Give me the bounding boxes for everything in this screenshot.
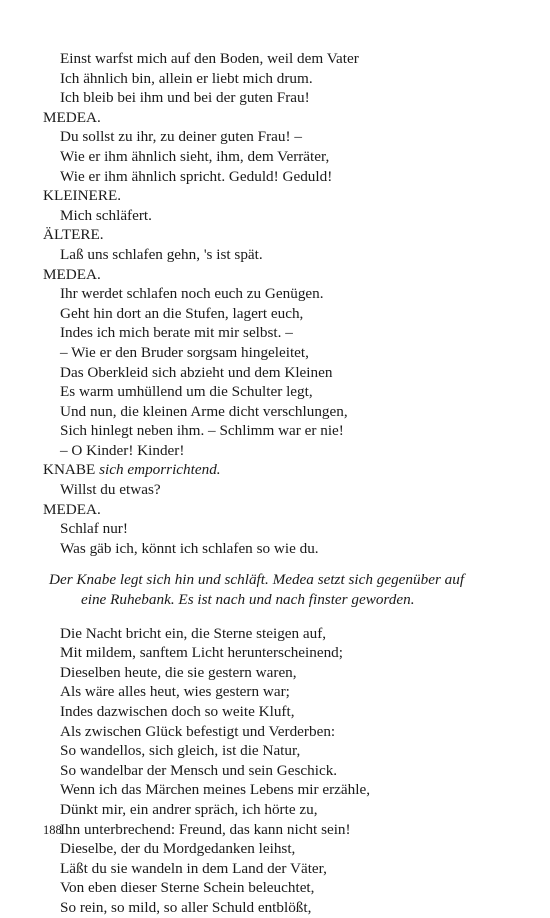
- verse-line: [43, 363, 513, 383]
- speaker-name: [43, 186, 513, 206]
- monologue-block: [43, 624, 513, 918]
- verse-text: – Wie er den Bruder sorgsam hingeleitet,: [60, 343, 309, 361]
- verse-text: Du sollst zu ihr, zu deiner guten Frau! –: [60, 128, 302, 146]
- verse-line: [43, 127, 513, 147]
- verse-text: Ich ähnlich bin, allein er liebt mich drum.: [60, 69, 313, 87]
- verse-text: Schlaf nur!: [60, 520, 128, 538]
- verse-line: Dieselben heute, die sie gestern waren,: [60, 663, 297, 681]
- speaker-label: MEDEA.: [43, 108, 101, 126]
- verse-line: Indes dazwischen doch so weite Kluft,: [60, 703, 295, 720]
- speaker-label: KLEINERE.: [43, 187, 122, 205]
- verse-line: Mit mildem, sanftem Licht herunterscheinend;: [60, 644, 344, 662]
- speaker-name: [43, 265, 513, 285]
- verse-text: Sich hinlegt neben ihm. – Schlimm war er nie!: [60, 422, 344, 440]
- verse-line: [43, 421, 513, 441]
- verse-line: Als wäre alles heut, wies gestern war;: [60, 683, 290, 701]
- verse-line: [43, 402, 513, 422]
- verse-text: – O Kinder! Kinder!: [60, 441, 185, 459]
- verse-line: [43, 539, 513, 559]
- verse-text: Geht hin dort an die Stufen, lagert euch,: [60, 304, 304, 322]
- dialogue-block: [43, 49, 513, 558]
- stage-direction-line: eine Ruhebank. Es ist nach und nach finster geworden.: [81, 591, 415, 609]
- verse-line: So rein, so mild, so aller Schuld entblößt,: [60, 898, 312, 916]
- verse-line: Dieselbe, der du Mordgedanken leihst,: [60, 840, 296, 858]
- verse-line: [43, 49, 513, 69]
- verse-text: Willst du etwas?: [60, 481, 161, 499]
- verse-line: [43, 88, 513, 108]
- page-text: [43, 49, 513, 918]
- verse-line: [43, 441, 513, 461]
- verse-line: Dünkt mir, ein andrer spräch, ich hörte zu,: [60, 800, 318, 818]
- verse-line: Die Nacht bricht ein, die Sterne steigen auf,: [60, 624, 327, 642]
- verse-text: Einst warfst mich auf den Boden, weil dem Vater: [60, 50, 359, 67]
- speaker-direction: sich emporrichtend.: [99, 461, 221, 479]
- page-number: 188: [43, 823, 62, 837]
- verse-line: [43, 69, 513, 89]
- verse-text: Mich schläfert.: [60, 206, 152, 224]
- speaker-label: ÄLTERE.: [43, 226, 104, 244]
- verse-text: Wie er ihm ähnlich spricht. Geduld! Geduld!: [60, 167, 333, 185]
- verse-text: Das Oberkleid sich abzieht und dem Kleinen: [60, 363, 333, 381]
- stage-direction: [43, 570, 513, 609]
- verse-line: So wandellos, sich gleich, ist die Natur,: [60, 742, 301, 760]
- verse-line: Läßt du sie wandeln in dem Land der Väter,: [60, 859, 327, 877]
- verse-line: [43, 343, 513, 363]
- speaker-name: [43, 225, 513, 245]
- speaker-label: KNABE: [43, 461, 96, 479]
- verse-line: [43, 382, 513, 402]
- verse-line: Wenn ich das Märchen meines Lebens mir erzähle,: [60, 781, 370, 799]
- verse-line: [43, 323, 513, 343]
- verse-line: Als zwischen Glück befestigt und Verderben:: [60, 722, 336, 740]
- verse-text: Was gäb ich, könnt ich schlafen so wie du.: [60, 539, 319, 557]
- verse-text: Es warm umhüllend um die Schulter legt,: [60, 383, 313, 401]
- verse-text: Wie er ihm ähnlich sieht, ihm, dem Verräter,: [60, 147, 330, 165]
- speaker-name: [43, 108, 513, 128]
- verse-text: Laß uns schlafen gehn, 's ist spät.: [60, 245, 263, 263]
- verse-line: [43, 245, 513, 265]
- verse-line: [43, 206, 513, 226]
- verse-line: [43, 167, 513, 187]
- verse-line: [43, 480, 513, 500]
- stage-direction-line: Der Knabe legt sich hin und schläft. Medea setzt sich gegenüber auf: [49, 571, 465, 589]
- verse-line: Von eben dieser Sterne Schein beleuchtet,: [60, 879, 315, 897]
- verse-line: [43, 147, 513, 167]
- speaker-label: MEDEA.: [43, 500, 101, 518]
- verse-text: Ihr werdet schlafen noch euch zu Genügen.: [60, 285, 324, 303]
- verse-line: So wandelbar der Mensch und sein Geschick.: [60, 761, 338, 779]
- speaker-name: [43, 460, 513, 480]
- verse-text: Ich bleib bei ihm und bei der guten Frau!: [60, 89, 310, 107]
- verse-line: [43, 519, 513, 539]
- verse-line: [43, 284, 513, 304]
- speaker-name: [43, 500, 513, 520]
- verse-line: [43, 304, 513, 324]
- verse-line: Ihn unterbrechend: Freund, das kann nicht sein!: [60, 820, 351, 838]
- verse-text: Indes ich mich berate mit mir selbst. –: [60, 324, 293, 342]
- verse-text: Und nun, die kleinen Arme dicht verschlungen,: [60, 402, 348, 420]
- speaker-label: MEDEA.: [43, 265, 101, 283]
